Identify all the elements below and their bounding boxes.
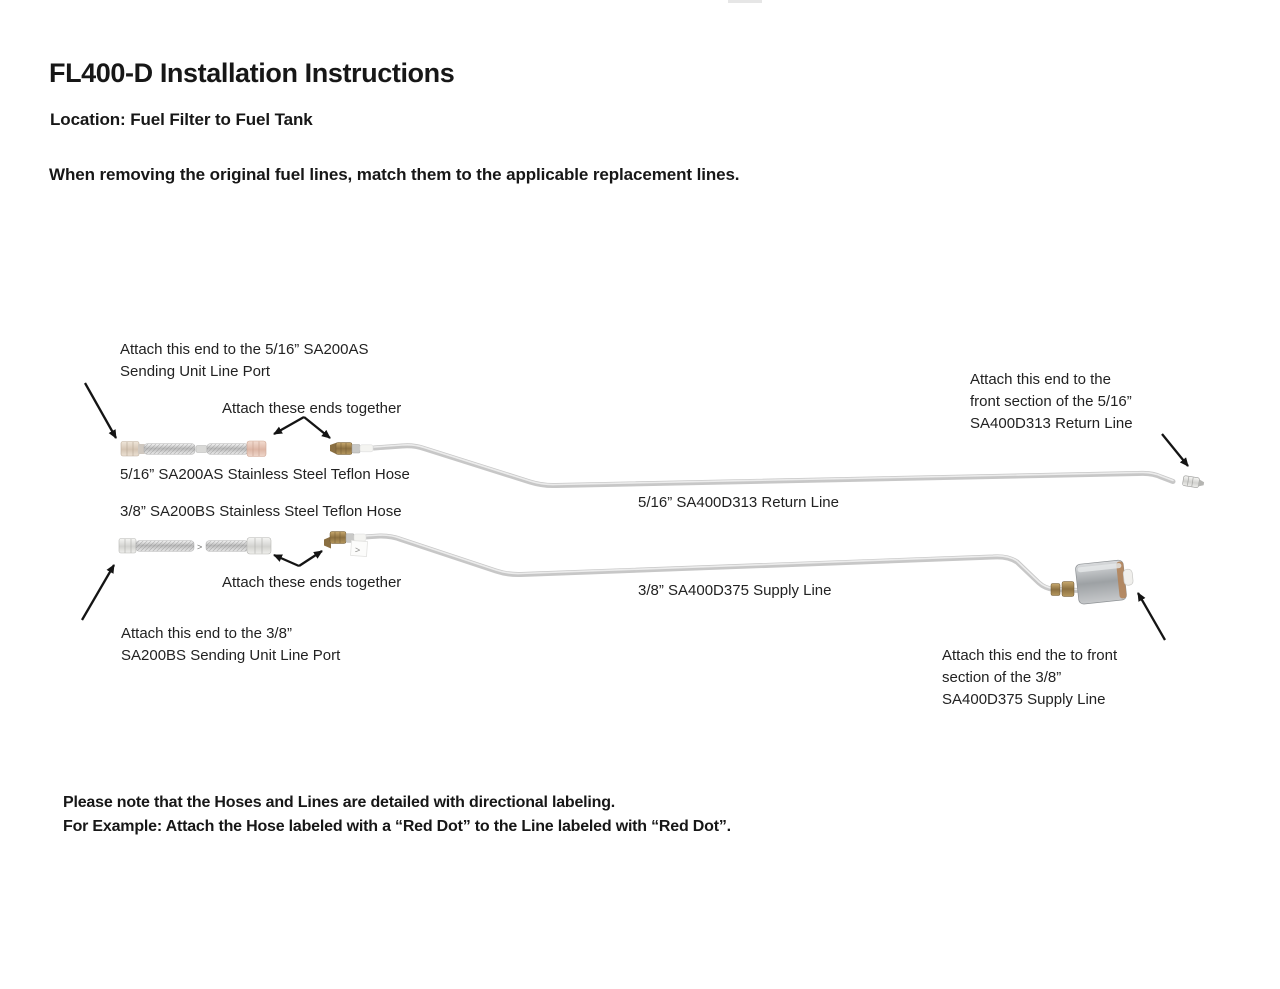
hose-sa200as-graphic xyxy=(121,441,266,457)
supply-line-label: 3/8” SA400D375 Supply Line xyxy=(638,582,832,599)
arrow-to-hose2-left-end xyxy=(82,565,114,620)
callout-hose1-port-line2: Sending Unit Line Port xyxy=(120,363,271,380)
location-subtitle: Location: Fuel Filter to Fuel Tank xyxy=(50,110,313,129)
callout-return-end-line2: front section of the 5/16” xyxy=(970,393,1132,410)
hose2-direction-marker: > xyxy=(197,542,203,552)
scan-artifact xyxy=(728,0,762,3)
callout-hose1-port-line1: Attach this end to the 5/16” SA200AS xyxy=(120,341,369,358)
callout-hose2-port-line2: SA200BS Sending Unit Line Port xyxy=(121,647,341,664)
callout-hose2-port xyxy=(121,623,340,667)
arrow-to-hose1-left-end xyxy=(85,383,116,438)
callout-return-end xyxy=(970,369,1133,435)
arrow-to-hose2-right-end xyxy=(274,555,299,566)
callout-hose2-port-line1: Attach this end to the 3/8” xyxy=(121,625,292,642)
page-title: FL400-D Installation Instructions xyxy=(49,58,455,88)
callout-ends-together-top: Attach these ends together xyxy=(222,400,402,417)
callout-ends-together-bottom: Attach these ends together xyxy=(222,574,402,591)
return-line-end-fitting xyxy=(1182,475,1204,488)
callout-return-end-line3: SA400D313 Return Line xyxy=(970,415,1133,432)
supply-line-direction-tag xyxy=(351,540,368,556)
footer-note-2: For Example: Attach the Hose labeled with a “Red Dot” to the Line labeled with “Red Dot”. xyxy=(63,818,731,835)
callout-supply-end-line3: SA400D375 Supply Line xyxy=(942,691,1106,708)
footer-note-1: Please note that the Hoses and Lines are detailed with directional labeling. xyxy=(63,794,616,811)
callout-return-end-line1: Attach this end to the xyxy=(970,371,1111,388)
arrow-to-supply-line-front-end xyxy=(299,551,322,566)
callout-supply-end-line2: section of the 3/8” xyxy=(942,669,1062,686)
arrow-to-return-line-rear-end xyxy=(1162,434,1188,466)
callout-supply-end xyxy=(942,645,1117,711)
supply-line-brass-fitting xyxy=(324,532,368,557)
svg-text:>: > xyxy=(354,544,361,556)
footer-notes xyxy=(63,791,731,839)
hose1-label: 5/16” SA200AS Stainless Steel Teflon Hose xyxy=(120,466,410,483)
intro-instruction: When removing the original fuel lines, match them to the applicable replacement lines. xyxy=(49,165,740,184)
arrow-to-fuel-filter xyxy=(1138,593,1165,640)
hose-sa200bs-graphic xyxy=(119,538,271,555)
arrow-to-return-line-front-end xyxy=(304,417,330,438)
callout-hose1-port xyxy=(120,339,369,383)
return-line-graphic xyxy=(330,443,1205,489)
return-line-brass-fitting xyxy=(330,443,373,455)
callout-supply-end-line1: Attach this end the to front xyxy=(942,647,1118,664)
return-line-label: 5/16” SA400D313 Return Line xyxy=(638,494,839,511)
hose2-label: 3/8” SA200BS Stainless Steel Teflon Hose xyxy=(120,503,402,520)
fuel-filter-graphic xyxy=(1051,559,1135,605)
